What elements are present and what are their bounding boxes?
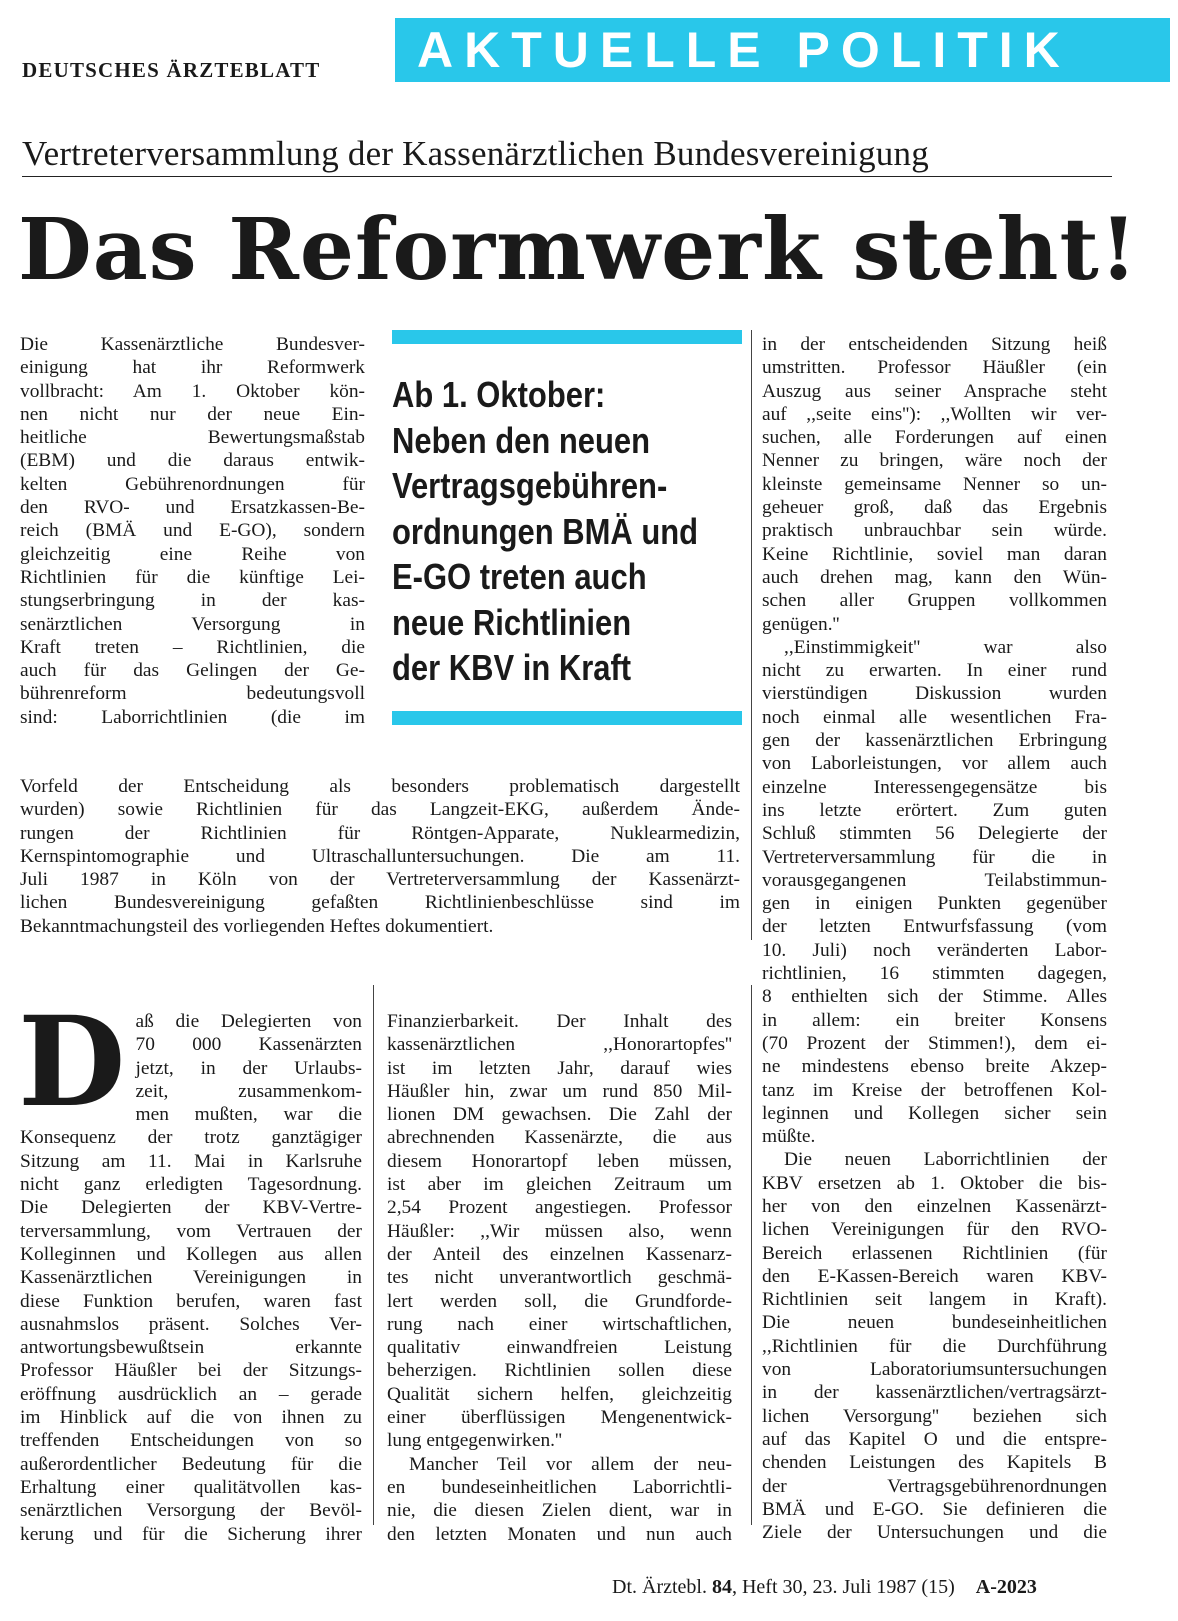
column-rule	[751, 330, 752, 940]
text-line: abrechnenden Kassenärzte, die aus	[387, 1127, 732, 1149]
text-line: ist im letzten Jahr, darauf wies	[387, 1057, 732, 1079]
intro-line: vollbracht: Am 1. Oktober kön-	[20, 380, 365, 402]
pullquote-line: Vertragsgebühren-	[392, 465, 668, 506]
pullquote-line: ordnungen BMÄ und	[392, 510, 699, 552]
text-line: der Anteil des einzelnen Kassenarz-	[387, 1243, 732, 1265]
text-line: den E-Kassen-Bereich waren KBV-	[762, 1265, 1107, 1287]
text-line: (70 Prozent der Stimmen!), dem ei-	[762, 1032, 1107, 1054]
intro-line: bührenreform bedeutungsvoll	[20, 683, 365, 705]
pullquote-line: E-GO treten auch	[392, 556, 647, 597]
text-line: praktisch unbrauchbar sein würde.	[762, 520, 1107, 542]
intro-line: auch für das Gelingen der Ge-	[20, 660, 365, 682]
article-headline: Das Reformwerk steht!	[18, 200, 1139, 300]
page-footer	[612, 1576, 1037, 1599]
intro-line: den RVO- und Ersatzkassen-Be-	[20, 497, 365, 519]
text-line: diesem Honorartopf leben müssen,	[387, 1150, 732, 1172]
text-line: in der kassenärztlichen/vertragsärzt-	[762, 1382, 1107, 1404]
pullquote-line: neue Richtlinien	[392, 601, 632, 643]
text-line: Mancher Teil vor allem der neu-	[409, 1453, 732, 1475]
text-line: senärztlichen Versorgung der Bevöl-	[20, 1500, 362, 1522]
text-line: BMÄ und E-GO. Sie definieren die	[762, 1498, 1107, 1520]
intro-line: Bekanntmachungsteil des vorliegenden Heftes dokumentiert.	[20, 915, 494, 937]
text-line: tanz im Kreise der betroffenen Kol-	[762, 1079, 1107, 1101]
text-line: Professor Häußler bei der Sitzungs-	[20, 1360, 362, 1382]
text-line: noch einmal alle wesentlichen Fra-	[762, 706, 1107, 728]
text-line: auch drehen mag, kann den Wün-	[762, 566, 1107, 588]
text-line: leginnen und Kollegen sicher sein	[762, 1102, 1107, 1124]
intro-line: nen nicht nur der neue Ein-	[20, 403, 365, 425]
text-line: suchen, alle Forderungen auf einen	[762, 427, 1107, 449]
text-line: von Laborleistungen, vor allem auch	[762, 753, 1107, 775]
text-line: kleinste gemeinsame Nenner so un-	[762, 473, 1107, 495]
text-line: den letzten Monaten und nun auch	[387, 1523, 732, 1545]
text-line: genügen.''	[762, 613, 840, 635]
text-line: der Vertragsgebührenordnungen	[762, 1475, 1107, 1497]
text-line: Vertreterversammlung für die in	[762, 846, 1107, 868]
text-line: ,,Richtlinien für die Durchführung	[762, 1335, 1107, 1357]
intro-line: Die Kassenärztliche Bundesver-	[20, 334, 365, 355]
text-line: Keine Richtlinie, soviel man daran	[762, 543, 1107, 565]
text-line: gen in einigen Punkten gegenüber	[762, 893, 1107, 915]
intro-wide	[20, 775, 740, 938]
text-line: lung entgegenwirken.''	[387, 1430, 562, 1452]
intro-line: lichen Bundesvereinigung gefaßten Richtlinienbeschlüsse sind im	[20, 892, 740, 914]
pullquote-bar-top	[392, 330, 742, 344]
text-line: Schluß stimmten 56 Delegierte der	[762, 823, 1107, 845]
text-line: ne mindestens ebenso breite Akzep-	[762, 1056, 1107, 1078]
text-line: 8 enthielten sich der Stimme. Alles	[762, 986, 1107, 1008]
text-line: nicht ganz erledigten Tagesordnung.	[20, 1174, 362, 1196]
text-line: ist aber im gleichen Zeitraum um	[387, 1174, 732, 1196]
text-line: men mußten, war die	[135, 1104, 362, 1126]
text-line: Auszug aus seiner Ansprache steht	[762, 380, 1107, 402]
text-line: vierstündigen Diskussion wurden	[762, 683, 1107, 705]
text-line: Konsequenz der trotz ganztägiger	[20, 1127, 362, 1149]
text-line: Die neuen Laborrichtlinien der	[784, 1149, 1107, 1171]
intro-line: gleichzeitig eine Reihe von	[20, 543, 365, 565]
pullquote-line: Neben den neuen	[392, 419, 651, 461]
citation-journal: Dt. Ärztebl.	[612, 1576, 707, 1598]
intro-line: einigung hat ihr Reformwerk	[20, 357, 365, 379]
text-line: qualitativ einwandfreien Leistung	[387, 1337, 732, 1359]
text-line: Erhaltung einer qualitätvollen kas-	[20, 1476, 362, 1498]
text-line: ,,Einstimmigkeit'' war also	[784, 636, 1107, 658]
text-line: Häußler: ,,Wir müssen also, wenn	[387, 1220, 732, 1242]
text-line: richtlinien, 16 stimmten dagegen,	[762, 963, 1107, 985]
intro-line: reich (BMÄ und E-GO), sondern	[20, 520, 365, 542]
section-banner: AKTUELLE POLITIK	[395, 18, 1170, 82]
text-line: der letzten Entwurfsfassung (vom	[762, 916, 1107, 938]
intro-line: rungen der Richtlinien für Röntgen-Apparate, Nuklearmedizin,	[20, 822, 740, 844]
text-line: 2,54 Prozent angestiegen. Professor	[387, 1197, 732, 1219]
intro-line: Vorfeld der Entscheidung als besonders problematisch dargestellt	[20, 776, 740, 797]
intro-line: Kraft treten – Richtlinien, die	[20, 636, 365, 658]
column-rule	[751, 985, 752, 1525]
drop-cap: D	[18, 990, 126, 1135]
intro-line: stungserbringung in der kas-	[20, 590, 365, 612]
intro-line: kelten Gebührenordnungen für	[20, 473, 365, 495]
text-line: Finanzierbarkeit. Der Inhalt des	[387, 1011, 732, 1032]
text-line: lichen Vereinigungen für den RVO-	[762, 1219, 1107, 1241]
column-b	[387, 1010, 732, 1546]
text-line: in allem: ein breiter Konsens	[762, 1009, 1107, 1031]
text-line: 10. Juli) noch veränderten Labor-	[762, 939, 1107, 961]
text-line: Nenner zu bringen, wäre noch der	[762, 450, 1107, 472]
text-line: außerordentlicher Bedeutung für die	[20, 1453, 362, 1475]
pullquote	[392, 372, 702, 691]
text-line: in der entscheidenden Sitzung heiß	[762, 334, 1107, 355]
text-line: Häußler hin, zwar um rund 850 Mil-	[387, 1080, 732, 1102]
text-line: Kassenärztlichen Vereinigungen in	[20, 1267, 362, 1289]
text-line: auf ,,seite eins''): ,,Wollten wir ver-	[762, 403, 1107, 425]
article-kicker: Vertreterversammlung der Kassenärztlichen Bundesvereinigung	[22, 132, 1112, 177]
text-line: von Laboratoriumsuntersuchungen	[762, 1359, 1107, 1381]
intro-line: senärztlichen Versorgung in	[20, 613, 365, 635]
text-line: Qualität sichern helfen, gleichzeitig	[387, 1383, 732, 1405]
text-line: zeit, zusammenkom-	[135, 1080, 362, 1102]
text-line: umstritten. Professor Häußler (ein	[762, 357, 1107, 379]
page-number: A-2023	[975, 1576, 1037, 1598]
text-line: treffenden Entscheidungen von so	[20, 1430, 362, 1452]
text-line: vorausgegangenen Teilabstimmun-	[762, 869, 1107, 891]
text-line: Die Delegierten der KBV-Vertre-	[20, 1197, 362, 1219]
text-line: eröffnung ausdrücklich an – gerade	[20, 1383, 362, 1405]
column-rule	[373, 985, 374, 1525]
text-line: kassenärztlichen ,,Honorartopfes''	[387, 1034, 732, 1056]
column-a	[18, 990, 362, 1546]
text-line: Bereich erlassenen Richtlinien (für	[762, 1242, 1107, 1264]
text-line: en bundeseinheitlichen Laborrichtli-	[387, 1476, 732, 1498]
column-right	[762, 333, 1107, 1544]
text-line: Sitzung am 11. Mai in Karlsruhe	[20, 1150, 362, 1172]
text-line: antwortungsbewußtsein erkannte	[20, 1337, 362, 1359]
text-line: im Hinblick auf die von ihnen zu	[20, 1407, 362, 1429]
text-line: tes nicht unverantwortlich geschmä-	[387, 1267, 732, 1289]
journal-name: DEUTSCHES ÄRZTEBLATT	[22, 58, 321, 82]
text-line: aß die Delegierten von	[135, 1011, 362, 1032]
intro-line: Kernspintomographie und Ultraschalluntersuchungen. Die am 11.	[20, 845, 740, 867]
intro-line: Juli 1987 in Köln von der Vertreterversammlung der Kassenärzt-	[20, 869, 740, 891]
text-line: lionen DM gewachsen. Die Zahl der	[387, 1104, 732, 1126]
intro-line: wurden) sowie Richtlinien für das Langzeit-EKG, außerdem Ände-	[20, 799, 740, 821]
intro-narrow	[20, 333, 365, 729]
text-line: schen aller Gruppen vollkommen	[762, 590, 1107, 612]
text-line: auf das Kapitel O und die entspre-	[762, 1428, 1107, 1450]
text-line: diese Funktion berufen, waren fast	[20, 1290, 362, 1312]
text-line: rung nach einer wirtschaftlichen,	[387, 1313, 732, 1335]
text-line: einzelne Interessengegensätze bis	[762, 776, 1107, 798]
text-line: Ziele der Untersuchungen und die	[762, 1522, 1107, 1544]
text-line: geheuer groß, daß das Ergebnis	[762, 497, 1107, 519]
text-line: nicht zu erwarten. In einer rund	[762, 660, 1107, 682]
text-line: ins letzte erörtert. Zum guten	[762, 799, 1107, 821]
pullquote-bar-bottom	[392, 711, 742, 725]
text-line: 70 000 Kassenärzten	[135, 1034, 362, 1056]
text-line: Richtlinien seit langem in Kraft).	[762, 1289, 1107, 1311]
text-line: gen der kassenärztlichen Erbringung	[762, 730, 1107, 752]
text-line: her von den einzelnen Kassenärzt-	[762, 1195, 1107, 1217]
text-line: Die neuen bundeseinheitlichen	[762, 1312, 1107, 1334]
text-line: kerung und für die Sicherung ihrer	[20, 1523, 362, 1545]
citation-volume: 84	[711, 1576, 732, 1598]
pullquote-line: der KBV in Kraft	[392, 647, 632, 688]
text-line: lichen Versorgung'' beziehen sich	[762, 1405, 1107, 1427]
text-line: lert werden soll, die Grundforde-	[387, 1290, 732, 1312]
citation-issue: , Heft 30, 23. Juli 1987 (15)	[731, 1576, 955, 1598]
text-line: Kolleginnen und Kollegen aus allen	[20, 1243, 362, 1265]
text-line: nie, die diesen Zielen dient, war in	[387, 1500, 732, 1522]
text-line: KBV ersetzen ab 1. Oktober die bis-	[762, 1172, 1107, 1194]
text-line: jetzt, in der Urlaubs-	[135, 1057, 362, 1079]
text-line: chenden Leistungen des Kapitels B	[762, 1452, 1107, 1474]
text-line: terversammlung, vom Vertrauen der	[20, 1220, 362, 1242]
intro-line: sind: Laborrichtlinien (die im	[20, 706, 365, 728]
text-line: einer überflüssigen Mengenentwick-	[387, 1407, 732, 1429]
text-line: müßte.	[762, 1126, 816, 1148]
intro-line: (EBM) und die daraus entwik-	[20, 450, 365, 472]
text-line: ausnahmslos präsent. Solches Ver-	[20, 1313, 362, 1335]
text-line: beherzigen. Richtlinien sollen diese	[387, 1360, 732, 1382]
intro-line: heitliche Bewertungsmaßstab	[20, 427, 365, 449]
pullquote-line: Ab 1. Oktober:	[392, 374, 606, 415]
intro-line: Richtlinien für die künftige Lei-	[20, 566, 365, 588]
